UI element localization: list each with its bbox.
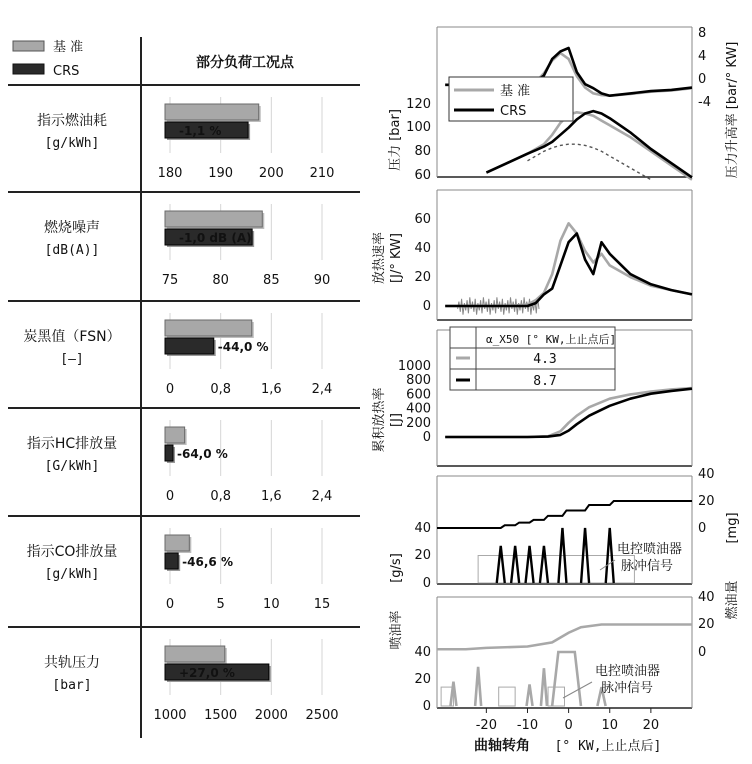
x-tick-label: -20 bbox=[475, 718, 497, 733]
y-tick-label: 120 bbox=[406, 97, 431, 112]
y-tick-label: 0 bbox=[698, 521, 707, 536]
y-tick-label: 0 bbox=[422, 576, 431, 591]
bar-row bbox=[27, 420, 333, 504]
x-tick-label: 180 bbox=[157, 166, 183, 181]
y-tick-label: 40 bbox=[414, 645, 431, 660]
y-tick-label: 0 bbox=[422, 699, 431, 714]
y-axis-label: [g/s] bbox=[389, 553, 404, 583]
x-tick-label: 200 bbox=[258, 166, 284, 181]
x-tick-label: 0 bbox=[165, 382, 175, 397]
x-tick-label: 190 bbox=[208, 166, 234, 181]
bar-rows bbox=[23, 97, 338, 723]
x-tick-label: 15 bbox=[313, 597, 331, 612]
bar-row bbox=[37, 97, 334, 181]
injection-spike bbox=[540, 546, 548, 583]
y-tick-label: 20 bbox=[414, 672, 431, 687]
y-tick-label: 8 bbox=[698, 26, 707, 41]
hrr-series bbox=[445, 234, 692, 307]
row-title: 燃烧噪声 bbox=[44, 220, 100, 236]
bar-crs bbox=[165, 338, 214, 354]
row-title: 指示CO排放量 bbox=[26, 544, 118, 560]
x-tick-label: 85 bbox=[263, 273, 280, 288]
y-tick-label: 60 bbox=[414, 168, 431, 183]
bar-row bbox=[44, 204, 330, 288]
legend-swatch-crs bbox=[13, 64, 44, 74]
row-title: 指示燃油耗 bbox=[37, 113, 107, 129]
x-tick-label: 0 bbox=[564, 718, 573, 733]
y-tick-label: 20 bbox=[698, 617, 715, 632]
x-axis-label: 曲轴转角 bbox=[474, 738, 530, 754]
y-tick-label: 20 bbox=[414, 548, 431, 563]
bar-row bbox=[44, 639, 339, 723]
injection-hump bbox=[541, 668, 547, 706]
legend-label-baseline: 基 准 bbox=[53, 40, 84, 55]
table-header: α_X50 [° KW,上止点后] bbox=[486, 333, 617, 346]
y-axis-label: 放热速率 bbox=[372, 231, 387, 285]
pressure-series bbox=[528, 144, 651, 180]
y-tick-label: 20 bbox=[698, 494, 715, 509]
y-tick-label: 600 bbox=[406, 387, 431, 403]
bar-annotation: +27,0 % bbox=[179, 666, 235, 680]
y-tick-label: 0 bbox=[422, 430, 431, 445]
bar-baseline bbox=[165, 535, 189, 551]
y-tick-label: 80 bbox=[414, 144, 431, 159]
bar-row bbox=[23, 313, 332, 397]
hrr-series bbox=[445, 223, 692, 306]
y-tick-label: 60 bbox=[414, 212, 431, 227]
y-axis-label: 压力升高率 [bar/° KW] bbox=[725, 41, 740, 179]
y-tick-label: 0 bbox=[698, 645, 707, 660]
y-tick-label: 1000 bbox=[397, 359, 431, 374]
bar-crs bbox=[165, 445, 173, 461]
x-tick-label: 1,6 bbox=[260, 382, 282, 397]
y-tick-label: 400 bbox=[406, 401, 431, 417]
bar-baseline bbox=[165, 646, 225, 662]
row-title: 指示HC排放量 bbox=[26, 436, 118, 452]
injection-spike bbox=[511, 546, 519, 583]
x-tick-label: 1500 bbox=[204, 708, 238, 723]
y-tick-label: 40 bbox=[414, 241, 431, 256]
x-axis-unit: [° KW,上止点后] bbox=[554, 739, 662, 754]
x-tick-label: 1000 bbox=[153, 708, 187, 723]
bar-annotation: -1,0 dB (A) bbox=[179, 231, 252, 245]
legend bbox=[13, 39, 83, 79]
row-unit: [dB(A)] bbox=[44, 243, 100, 258]
y-axis-label: [mg] bbox=[725, 512, 740, 544]
y-axis-label: 燃油量 bbox=[725, 580, 740, 620]
baseline-fuel-quantity bbox=[437, 625, 692, 650]
x-tick-label: 1,6 bbox=[260, 489, 282, 504]
injection-hump bbox=[527, 684, 533, 706]
pulse-annotation: 脉冲信号 bbox=[601, 681, 654, 696]
legend-label-crs: CRS bbox=[53, 64, 80, 79]
y-tick-label: 200 bbox=[406, 415, 431, 431]
pulse-annotation: 电控喷油器 bbox=[595, 664, 661, 679]
y-tick-label: 40 bbox=[698, 590, 715, 605]
row-unit: [g/kWh] bbox=[44, 136, 100, 151]
crs-fuel-quantity bbox=[437, 501, 692, 528]
y-tick-label: 800 bbox=[406, 373, 431, 389]
x-tick-label: 5 bbox=[216, 597, 225, 612]
row-unit: [bar] bbox=[52, 678, 92, 693]
bar-baseline bbox=[165, 104, 259, 120]
y-tick-label: -4 bbox=[698, 95, 711, 110]
x-tick-label: 10 bbox=[601, 718, 619, 733]
bar-crs bbox=[165, 553, 178, 569]
row-title: 炭黑值（FSN） bbox=[23, 329, 121, 345]
pulse-signal-box bbox=[499, 687, 515, 706]
bar-row bbox=[27, 528, 331, 612]
right-panels bbox=[371, 26, 740, 754]
x-tick-label: 2,4 bbox=[311, 382, 333, 397]
y-tick-label: 20 bbox=[414, 270, 431, 285]
pressure-series bbox=[486, 112, 692, 179]
injection-spike bbox=[526, 546, 534, 583]
table-value: 8.7 bbox=[533, 374, 557, 389]
x-tick-label: 0,8 bbox=[210, 382, 232, 397]
pulse-signal-box bbox=[548, 687, 564, 706]
bar-baseline bbox=[165, 427, 185, 443]
bar-annotation: -1,1 % bbox=[179, 124, 222, 138]
y-tick-label: 40 bbox=[698, 467, 715, 482]
bar-baseline bbox=[165, 211, 262, 227]
pulse-annotation: 电控喷油器 bbox=[617, 542, 683, 557]
cumulative-series bbox=[445, 389, 692, 437]
x-tick-label: -10 bbox=[516, 718, 539, 733]
x-tick-label: 2500 bbox=[305, 708, 339, 723]
y-tick-label: 0 bbox=[698, 72, 707, 87]
x-tick-label: 80 bbox=[212, 273, 229, 288]
y-tick-label: 40 bbox=[414, 521, 431, 536]
x-tick-label: 90 bbox=[313, 273, 331, 288]
y-axis-label: 累积放热率 bbox=[372, 387, 387, 453]
y-axis-label: [J/° KW] bbox=[389, 233, 404, 283]
y-tick-label: 0 bbox=[422, 299, 431, 314]
x-tick-label: 75 bbox=[161, 273, 179, 288]
pressure-legend-label-crs: CRS bbox=[500, 104, 527, 119]
bar-annotation: -64,0 % bbox=[177, 447, 228, 461]
row-unit: [g/kWh] bbox=[44, 567, 100, 582]
y-tick-label: 4 bbox=[698, 49, 707, 64]
x-tick-label: 2000 bbox=[254, 708, 288, 723]
left-panel-title: 部分负荷工况点 bbox=[196, 55, 294, 71]
x-tick-label: 210 bbox=[309, 166, 335, 181]
y-axis-label: 喷油率 bbox=[389, 610, 404, 650]
bar-baseline bbox=[165, 320, 252, 336]
injection-hump bbox=[475, 667, 481, 706]
table-value: 4.3 bbox=[533, 352, 557, 367]
x-tick-label: 2,4 bbox=[311, 489, 333, 504]
y-axis-label: [J] bbox=[389, 413, 404, 427]
row-title: 共轨压力 bbox=[44, 655, 100, 671]
x-tick-label: 0 bbox=[165, 489, 175, 504]
bar-annotation: -46,6 % bbox=[182, 555, 233, 569]
injection-spike bbox=[497, 546, 505, 583]
legend-swatch-baseline bbox=[13, 41, 44, 51]
y-axis-label: 压力 [bar] bbox=[388, 109, 403, 171]
x-tick-label: 10 bbox=[263, 597, 280, 612]
x-tick-label: 0 bbox=[165, 597, 175, 612]
pressure-legend-label-baseline: 基 准 bbox=[500, 84, 531, 99]
x-tick-label: 20 bbox=[642, 718, 660, 733]
bar-annotation: -44,0 % bbox=[217, 340, 269, 354]
y-tick-label: 100 bbox=[406, 120, 431, 135]
injection-hump bbox=[552, 652, 581, 706]
x-tick-label: 0,8 bbox=[210, 489, 232, 504]
row-unit: [G/kWh] bbox=[44, 459, 100, 474]
row-unit: [–] bbox=[60, 352, 84, 367]
pulse-annotation: 脉冲信号 bbox=[621, 559, 674, 574]
